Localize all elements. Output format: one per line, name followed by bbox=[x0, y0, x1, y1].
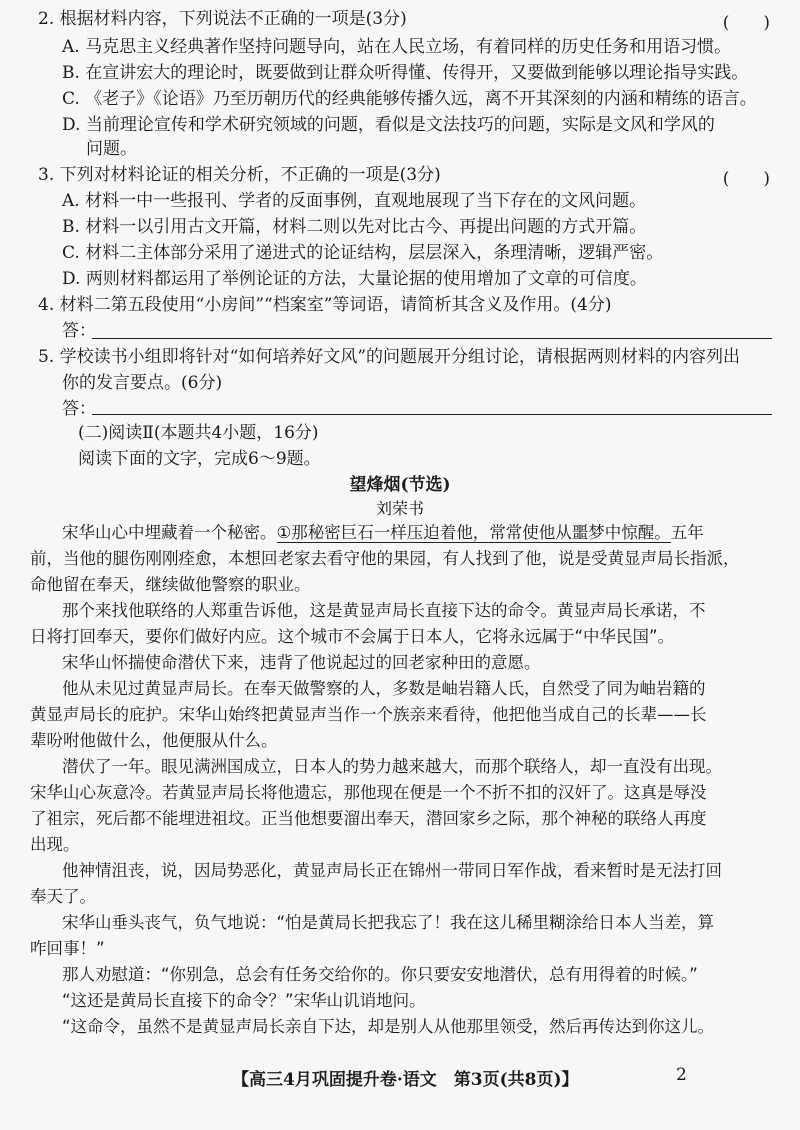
question-2-option-c: C. 《老子》《论语》乃至历朝历代的经典能够传播久远，离不开其深刻的内涵和精练的语言。 bbox=[62, 89, 757, 109]
question-3-stem: 3. 下列对材料论证的相关分析，不正确的一项是(3分) bbox=[38, 165, 441, 185]
story-line-3: 命他留在奉天，继续做他警察的职业。 bbox=[30, 575, 311, 594]
question-5-stem: 5. 学校读书小组即将针对“如何培养好文风”的问题展开分组讨论，请根据两则材料的内容列出 bbox=[38, 347, 741, 367]
story-line-19: “这还是黄局长直接下的命令？”宋华山讥诮地问。 bbox=[62, 991, 426, 1010]
question-3-option-b: B. 材料一以引用古文开篇，材料二则以先对比古今、再提出问题的方式开篇。 bbox=[62, 217, 647, 237]
page-number: 2 bbox=[676, 1065, 687, 1085]
question-3-answer-bracket: ( ) bbox=[722, 169, 770, 189]
question-5-answer-line[interactable] bbox=[92, 414, 772, 415]
question-4-answer-label: 答： bbox=[62, 321, 96, 341]
question-3-option-d: D. 两则材料都运用了举例论证的方法，大量论据的使用增加了文章的可信度。 bbox=[62, 269, 647, 289]
question-2-answer-bracket: ( ) bbox=[722, 13, 770, 33]
story-line-5: 日将打回奉天，要你们做好内应。这个城市不会属于日本人，它将永远属于“中华民国”。 bbox=[30, 627, 675, 646]
story-line-10: 潜伏了一年。眼见满洲国成立，日本人的势力越来越大，而那个联络人，却一直没有出现。 bbox=[62, 757, 722, 776]
page-footer: 【高三4月巩固提升卷·语文 第3页(共8页)】 bbox=[232, 1070, 579, 1090]
story-line-16: 宋华山垂头丧气，负气地说：“怕是黄局长把我忘了！我在这儿稀里糊涂给日本人当差，算 bbox=[62, 913, 715, 932]
story-line-11: 宋华山心灰意冷。若黄显声局长将他遗忘，那他现在便是一个不折不扣的汉奸了。这真是辱没 bbox=[30, 783, 707, 802]
story-line-7: 他从未见过黄显声局长。在奉天做警察的人，多数是岫岩籍人氏，自然受了同为岫岩籍的 bbox=[62, 679, 706, 698]
question-2-option-d-cont: 问题。 bbox=[86, 139, 137, 159]
question-5-stem-cont: 你的发言要点。(6分) bbox=[62, 373, 223, 393]
question-2-option-a: A. 马克思主义经典著作坚持问题导向，站在人民立场，有着同样的历史任务和用语习惯。 bbox=[62, 37, 732, 57]
question-4-answer-line[interactable] bbox=[92, 338, 772, 339]
story-line-15: 奉天了。 bbox=[30, 887, 96, 906]
underlined-sentence-1: ①那秘密巨石一样压迫着他，常常使他从噩梦中惊醒。 bbox=[276, 523, 671, 542]
story-line-8: 黄显声局长的庇护。宋华山始终把黄显声当作一个族亲来看待，他把他当成自己的长辈——长 bbox=[30, 705, 707, 724]
story-line-9: 辈吩咐他做什么，他便服从什么。 bbox=[30, 731, 278, 750]
story-line-12: 了祖宗，死后都不能埋进祖坟。正当他想要溜出奉天，潜回家乡之际，那个神秘的联络人再度 bbox=[30, 809, 707, 828]
story-author: 刘荣书 bbox=[375, 499, 424, 518]
story-line-14: 他神情沮丧，说，因局势恶化，黄显声局长正在锦州一带同日军作战，看来暂时是无法打回 bbox=[62, 861, 722, 880]
story-line-2: 前，当他的腿伤刚刚痊愈，本想回老家去看守他的果园，有人找到了他，说是受黄显声局长指派， bbox=[30, 549, 740, 568]
question-3-option-c: C. 材料二主体部分采用了递进式的论证结构，层层深入，条理清晰，逻辑严密。 bbox=[62, 243, 664, 263]
story-line-18: 那人劝慰道：“你别急，总会有任务交给你的。你只要安安地潜伏，总有用得着的时候。” bbox=[62, 965, 698, 984]
story-line-6: 宋华山怀揣使命潜伏下来，违背了他说起过的回老家种田的意愿。 bbox=[62, 653, 541, 672]
story-line-4: 那个来找他联络的人郑重告诉他，这是黄显声局长直接下达的命令。黄显声局长承诺，不 bbox=[62, 601, 706, 620]
section-instruction: 阅读下面的文字，完成6～9题。 bbox=[78, 449, 321, 469]
story-line-1: 宋华山心中埋藏着一个秘密。①那秘密巨石一样压迫着他，常常使他从噩梦中惊醒。五年 bbox=[62, 523, 704, 542]
question-2-option-b: B. 在宣讲宏大的理论时，既要做到让群众听得懂、传得开，又要做到能够以理论指导实践。 bbox=[62, 63, 749, 83]
question-2-option-d: D. 当前理论宣传和学术研究领域的问题，看似是文法技巧的问题，实际是文风和学风的 bbox=[62, 115, 715, 135]
story-line-13: 出现。 bbox=[30, 835, 80, 854]
question-4-stem: 4. 材料二第五段使用“小房间”“档案室”等词语，请简析其含义及作用。(4分) bbox=[38, 295, 612, 315]
question-5-answer-label: 答： bbox=[62, 399, 96, 419]
story-title: 望烽烟(节选) bbox=[349, 475, 451, 495]
story-line-17: 咋回事！” bbox=[30, 939, 105, 958]
story-line-20: “这命令，虽然不是黄显声局长亲自下达，却是别人从他那里领受，然后再传达到你这儿。 bbox=[62, 1017, 715, 1036]
section-heading: (二)阅读Ⅱ(本题共4小题，16分) bbox=[78, 423, 319, 443]
question-2-stem: 2. 根据材料内容，下列说法不正确的一项是(3分) bbox=[38, 9, 407, 29]
question-3-option-a: A. 材料一中一些报刊、学者的反面事例，直观地展现了当下存在的文风问题。 bbox=[62, 191, 647, 211]
